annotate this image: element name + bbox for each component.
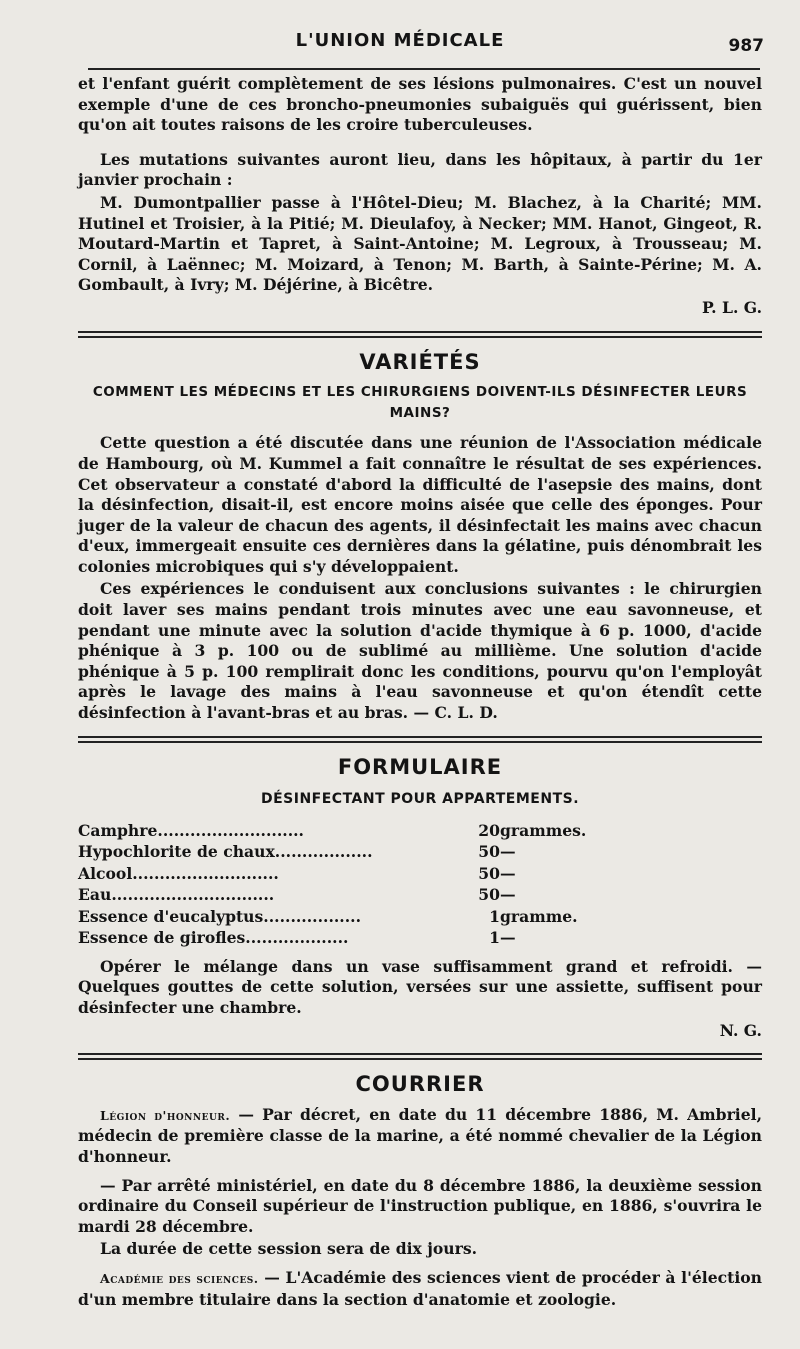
page-content [78, 74, 762, 1312]
ingredient-row [78, 927, 762, 949]
ingredient-row [78, 863, 762, 885]
signature-plg: P. L. G. [701, 297, 762, 317]
ingredient-name: Hypochlorite de chaux [78, 842, 275, 862]
ingredient-quantity: 1 [489, 906, 500, 926]
page-header [0, 26, 800, 66]
ingredient-quantity: 20 [478, 820, 500, 840]
ingredient-row [78, 820, 762, 842]
leader-dots: ................... [245, 928, 349, 948]
ingredient-name: Alcool [78, 863, 133, 883]
section-title-formulaire: FORMULAIRE [337, 754, 503, 779]
ingredient-name: Camphre [78, 820, 158, 840]
label-academie: Académie des sciences. [100, 1270, 259, 1286]
leader-dots: .................. [274, 842, 373, 862]
paragraph-continuation: et l'enfant guérit complètement de ses lésions pulmonaires. C'est un nouvel exemple d'une de ces broncho-pneumonies subaiguës qui guérissent, bien qu'on ait toutes raisons de les croire tuberculeuses. [78, 74, 762, 135]
ingredient-unit: gramme. [500, 906, 578, 926]
ingredient-unit: — [500, 928, 516, 948]
ingredient-quantity: 1 [489, 928, 500, 948]
paragraph-formulaire: Opérer le mélange dans un vase suffisamment grand et refroidi. — Quelques gouttes de cette solution, versées sur une assiette, suffisent pour désinfecter une chambre. [78, 956, 762, 1017]
header-rule [88, 68, 760, 70]
section-title-courrier: COURRIER [355, 1072, 485, 1097]
page-number: 987 [728, 36, 764, 56]
text-legion: — Par décret, en date du 11 décembre 1886, M. Ambriel, médecin de première classe de la marine, a été nommé chevalier de la Légion d'honneur. [78, 1104, 762, 1166]
text-academie: — L'Académie des sciences vient de procéder à l'élection d'un membre titulaire dans la section d'anatomie et zoologie. [78, 1267, 762, 1309]
leader-dots: ........................... [132, 863, 279, 883]
ingredient-unit: — [500, 842, 516, 862]
ingredient-name: Eau [78, 885, 112, 905]
paragraph-varietes-2: Ces expériences le conduisent aux conclusions suivantes : le chirurgien doit laver ses mains pendant trois minutes avec une eau savonneuse, et pendant une minute avec la solution d'acide thymique à 6 p. 1000, d'acide phénique à 3 p. 100 ou de sublimé au millième. Une solution d'acide phénique à 5 p. 100 remplirait donc les conditions, pourvu qu'on l'employât après le lavage des mains à l'eau savonneuse et qu'on étendît cette désinfection à l'avant-bras et au bras. — C. L. D. [78, 579, 762, 723]
paragraph-varietes-1: Cette question a été discutée dans une réunion de l'Association médicale de Hambourg, où M. Kummel a fait connaître le résultat de ses expériences. Cet observateur a constaté d'abord la difficulté de l'asepsie des mains, dont la désinfection, disait-il, est encore moins aisée que celle des éponges. Pour juger de la valeur de chacun des agents, il désinfectait les mains avec chacun d'eux, immergeait ensuite ces dernières dans la gélatine, puis dénombrait les colonies microbiques qui s'y développaient. [78, 433, 762, 576]
ingredient-quantity: 50 [478, 863, 500, 883]
signature-ng: N. G. [719, 1020, 762, 1040]
ingredients-table [78, 820, 762, 949]
ingredient-row [78, 841, 762, 863]
paragraph-arrete: — Par arrêté ministériel, en date du 8 décembre 1886, la deuxième session ordinaire du Conseil supérieur de l'instruction publique, en 1886, s'ouvrira le mardi 28 décembre. [78, 1175, 762, 1236]
leader-dots: ........................... [157, 820, 304, 840]
running-title: L'UNION MÉDICALE [295, 30, 505, 51]
section-divider [78, 736, 762, 743]
ingredient-quantity: 50 [478, 842, 500, 862]
section-title-varietes: VARIÉTÉS [359, 349, 481, 374]
section-divider [78, 331, 762, 338]
ingredient-row [78, 906, 762, 928]
formula-title: DÉSINFECTANT POUR APPARTEMENTS. [260, 791, 580, 808]
ingredient-unit: — [500, 885, 516, 905]
paragraph-mutations-list: M. Dumontpallier passe à l'Hôtel-Dieu; M. Blachez, à la Charité; MM. Hutinel et Troisier, à la Pitié; M. Dieulafoy, à Necker; MM. Hanot, Gingeot, R. Moutard-Martin et Tapret, à Saint-Antoine; M. Legroux, à Trousseau; M. Cornil, à Laënnec; M. Moizard, à Tenon; M. Barth, à Sainte-Périne; M. A. Gombault, à Ivry; M. Déjérine, à Bicêtre. [78, 192, 762, 295]
label-legion: Légion d'honneur. [100, 1107, 231, 1123]
leader-dots: .............................. [111, 885, 275, 905]
ingredient-unit: grammes. [500, 820, 587, 840]
paragraph-duree: La durée de cette session sera de dix jours. [100, 1239, 478, 1259]
section-divider [78, 1053, 762, 1060]
article-title: COMMENT LES MÉDECINS ET LES CHIRURGIENS DOIVENT-ILS DÉSINFECTER LEURS MAINS? [92, 384, 748, 421]
paragraph-academie [78, 1268, 762, 1310]
ingredient-name: Essence d'eucalyptus [78, 906, 264, 926]
ingredient-name: Essence de girofles [78, 928, 246, 948]
ingredient-unit: — [500, 863, 516, 883]
ingredient-quantity: 50 [478, 885, 500, 905]
paragraph-legion [78, 1105, 762, 1168]
paragraph-mutations-intro: Les mutations suivantes auront lieu, dans les hôpitaux, à partir du 1er janvier prochain : [78, 149, 762, 190]
leader-dots: .................. [263, 906, 362, 926]
ingredient-row [78, 884, 762, 906]
